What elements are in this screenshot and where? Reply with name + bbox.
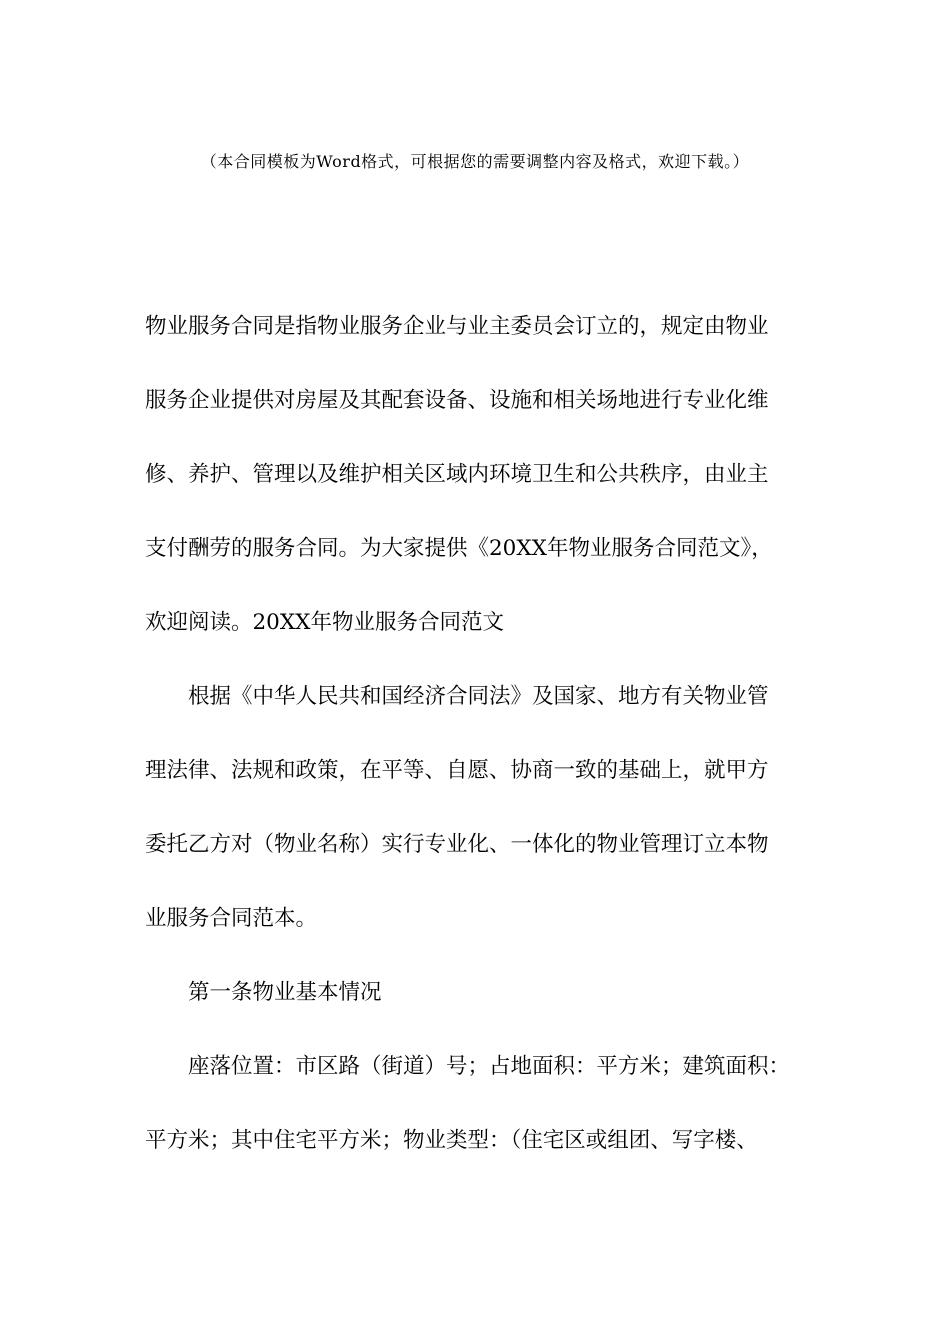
document-body bbox=[145, 290, 805, 1178]
intro-paragraph: 物业服务合同是指物业服务企业与业主委员会订立的，规定由物业 服务企业提供对房屋及其配套设备、设施和相关场地进行专业化维 修、养护、管理以及维护相关区域内环境卫生和公共秩序，由业主 支付酬劳的服务合同。为大家提供《20XX年物业服务合同范文》， 欢迎阅读。20XX年物业服务合同范文 bbox=[145, 314, 773, 635]
preamble-paragraph: 根据《中华人民共和国经济合同法》及国家、地方有关物业管 理法律、法规和政策，在平等、自愿、协商一致的基础上，就甲方 委托乙方对（物业名称）实行专业化、一体化的物业管理订立本物 业服务合同范本。 bbox=[145, 684, 769, 931]
article-heading: 第一条物业基本情况 bbox=[188, 980, 382, 1005]
property-info-paragraph: 座落位置：市区路（街道）号；占地面积：平方米；建筑面积： 平方米；其中住宅平方米；物业类型：（住宅区或组团、写字楼、 bbox=[145, 1054, 791, 1153]
template-note: （本合同模板为Word格式，可根据您的需要调整内容及格式，欢迎下载。） bbox=[200, 152, 750, 171]
